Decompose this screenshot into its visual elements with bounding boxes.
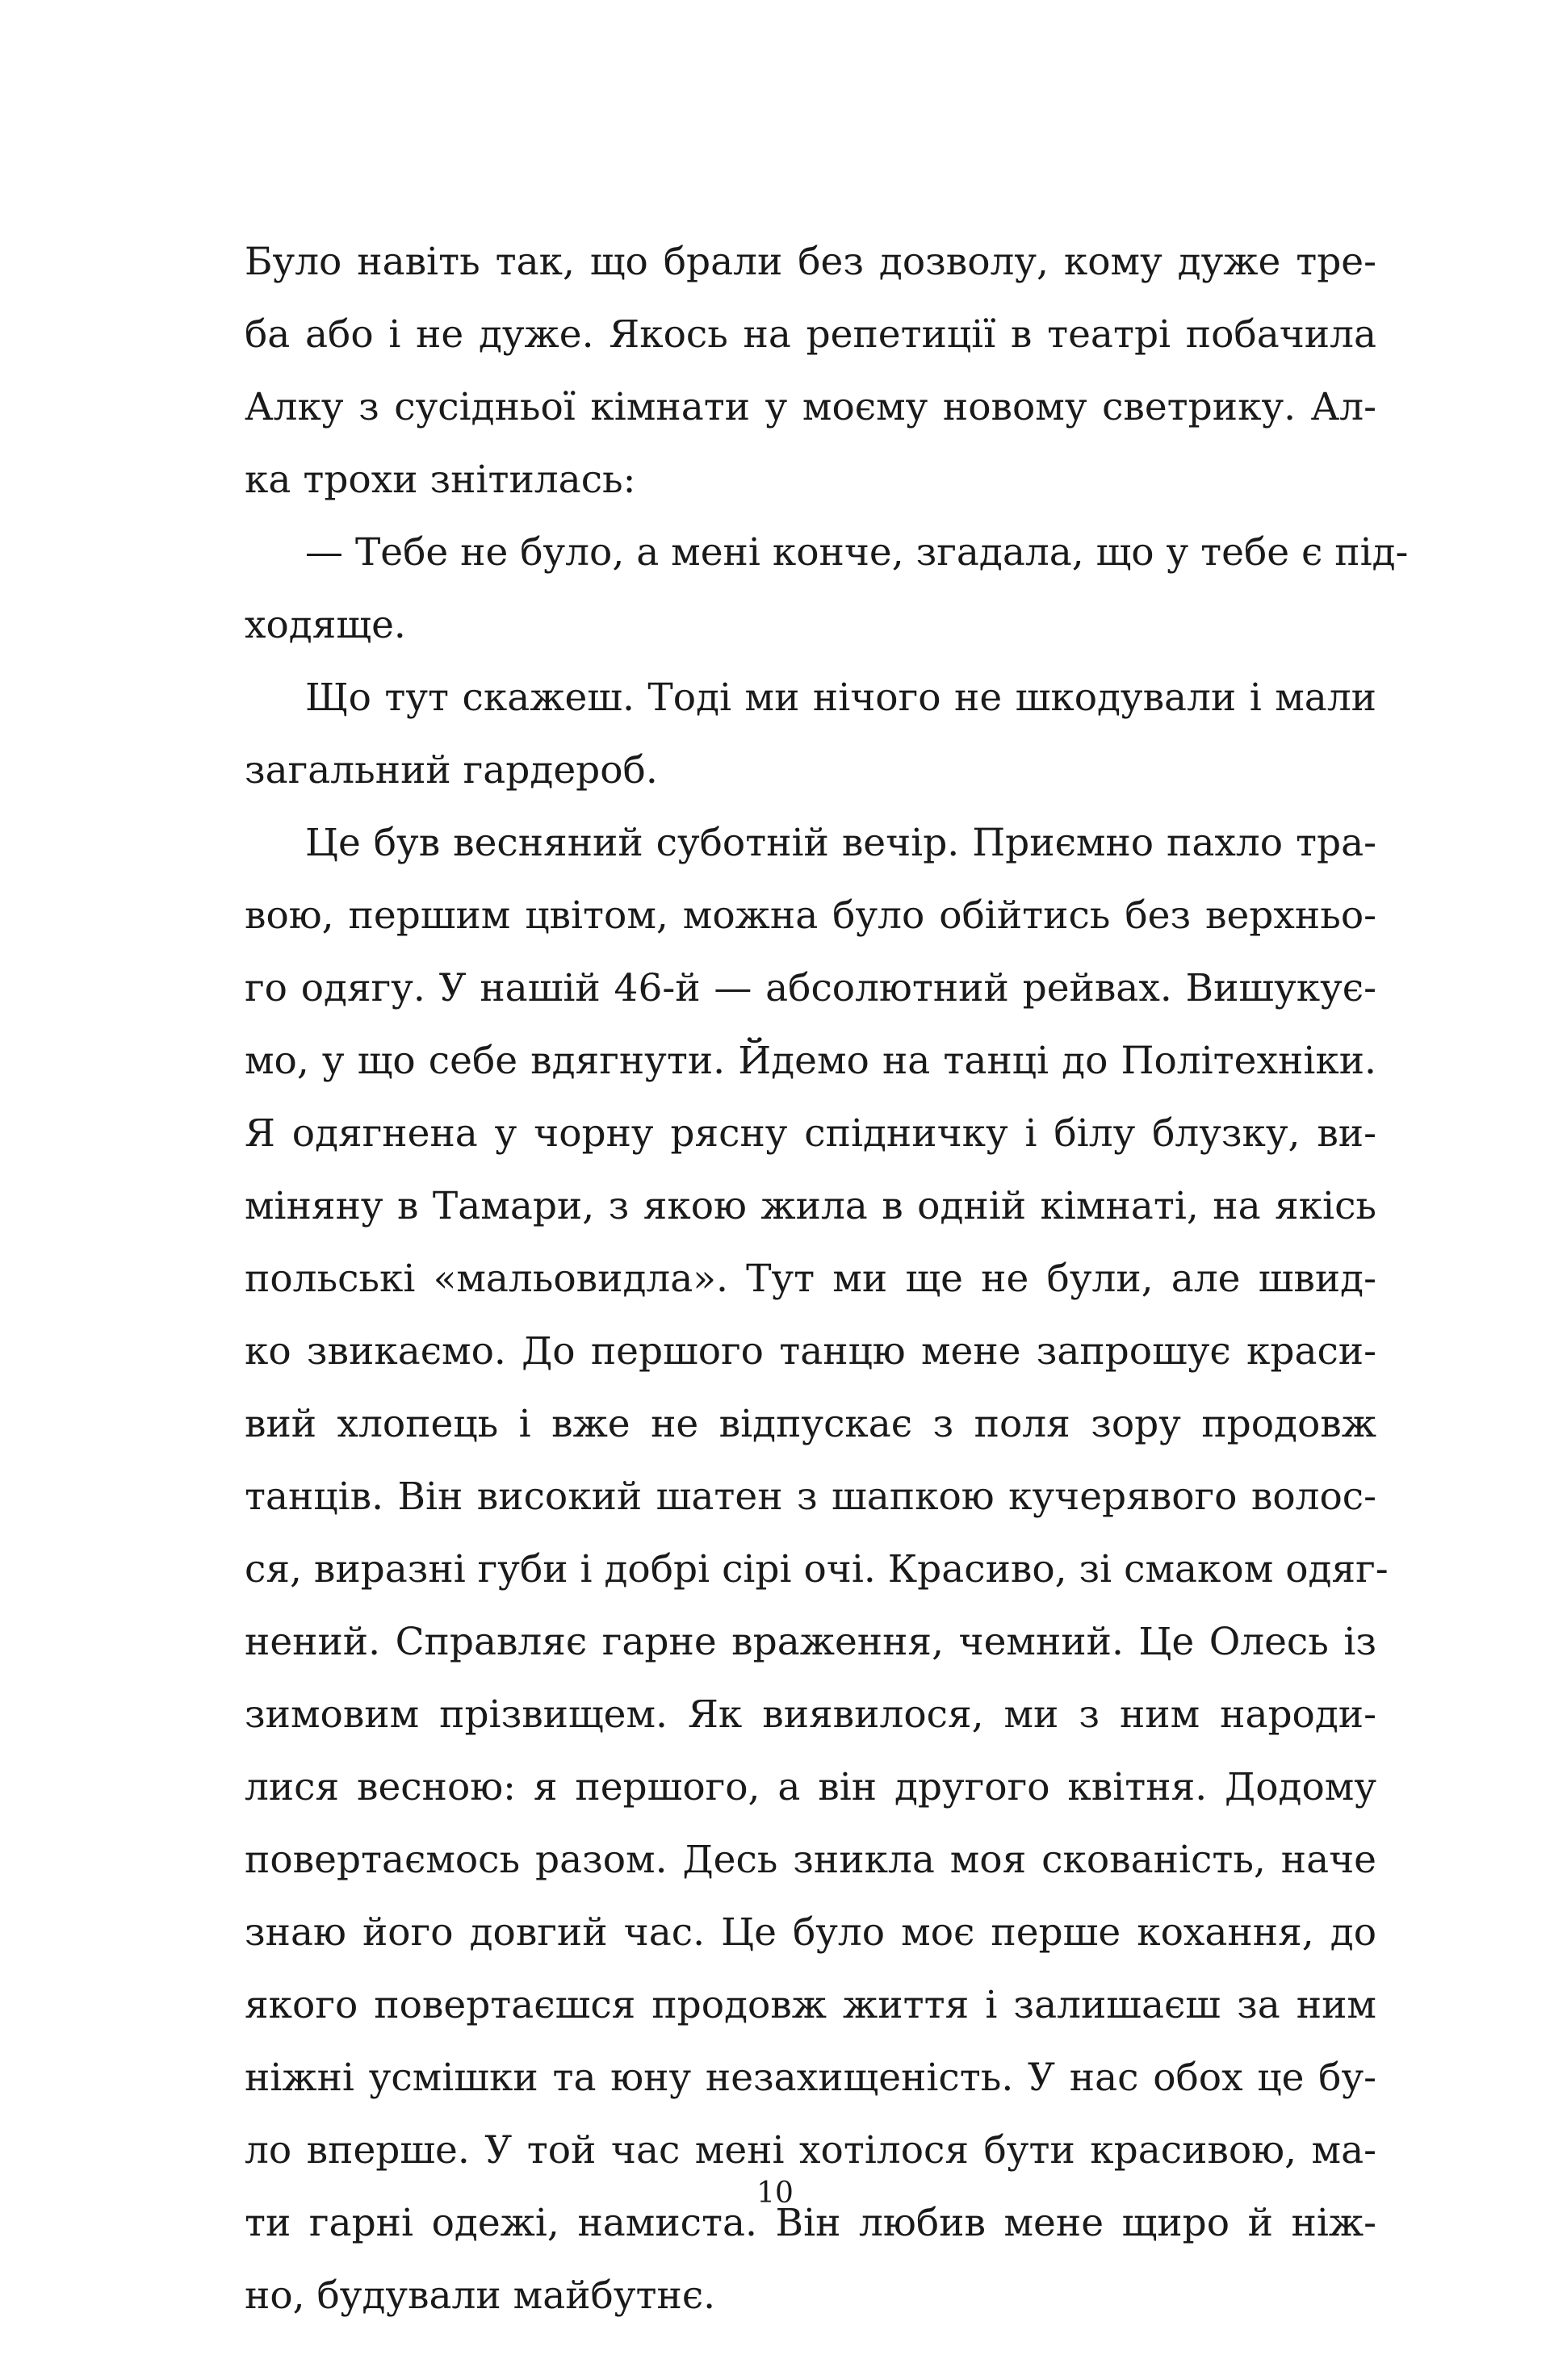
text-line: мо, у що себе вдягнути. Йдемо на танці до Політехніки.	[245, 1039, 1376, 1083]
text-line: польські «мальовидла». Тут ми ще не були, але швид-	[245, 1257, 1376, 1301]
text-line: Я одягнена у чорну рясну спідничку і білу блузку, ви-	[245, 1111, 1376, 1156]
text-line: ба або і не дуже. Якось на репетиції в театрі побачила	[245, 312, 1376, 357]
text-line: ло вперше. У той час мені хотілося бути красивою, ма-	[245, 2128, 1376, 2173]
text-line: вий хлопець і вже не відпускає з поля зору продовж	[245, 1402, 1376, 1446]
text-line: загальний гардероб.	[245, 748, 658, 793]
text-line: зимовим прізвищем. Як виявилося, ми з ним народи-	[245, 1692, 1376, 1737]
text-line: Алку з сусідньої кімнати у моєму новому светрику. Ал-	[245, 385, 1376, 429]
paragraph-start-line: Що тут скажеш. Тоді ми нічого не шкодували і мали	[305, 676, 1376, 720]
text-line: ся, виразні губи і добрі сірі очі. Красиво, зі смаком одяг-	[245, 1547, 1389, 1592]
paragraph-start-line: Це був весняний суботній вечір. Приємно пахло тра-	[305, 821, 1376, 865]
text-line: ходяще.	[245, 603, 406, 647]
page-number: 10	[756, 2177, 794, 2210]
text-line: го одягу. У нашій 46-й — абсолютний рейвах. Вишукує-	[245, 966, 1376, 1010]
dialogue-line: — Тебе не було, а мені конче, згадала, що у тебе є під-	[305, 530, 1409, 575]
text-line: ти гарні одежі, намиста. Він любив мене щиро й ніж-	[245, 2201, 1376, 2245]
body-text	[245, 226, 1409, 2332]
text-line: знаю його довгий час. Це було моє перше кохання, до	[245, 1910, 1376, 1955]
text-line: но, будували майбутнє.	[245, 2273, 716, 2318]
text-line: вою, першим цвітом, можна було обійтись без верхньо-	[245, 893, 1376, 938]
text-line: танців. Він високий шатен з шапкою кучерявого волос-	[245, 1474, 1376, 1519]
text-line: якого повертаєшся продовж життя і залишаєш за ним	[245, 1983, 1376, 2027]
text-line: міняну в Тамари, з якою жила в одній кімнаті, на якісь	[245, 1184, 1376, 1228]
text-line: повертаємось разом. Десь зникла моя скованість, наче	[245, 1838, 1376, 1882]
text-line: лися весною: я першого, а він другого квітня. Додому	[245, 1765, 1376, 1809]
text-line: ка трохи знітилась:	[245, 458, 636, 502]
text-line: ко звикаємо. До першого танцю мене запрошує краси-	[245, 1329, 1376, 1374]
text-line: нений. Справляє гарне враження, чемний. Це Олесь із	[245, 1620, 1376, 1664]
text-line: Було навіть так, що брали без дозволу, кому дуже тре-	[245, 240, 1376, 284]
text-line: ніжні усмішки та юну незахищеність. У нас обох це бу-	[245, 2056, 1376, 2100]
